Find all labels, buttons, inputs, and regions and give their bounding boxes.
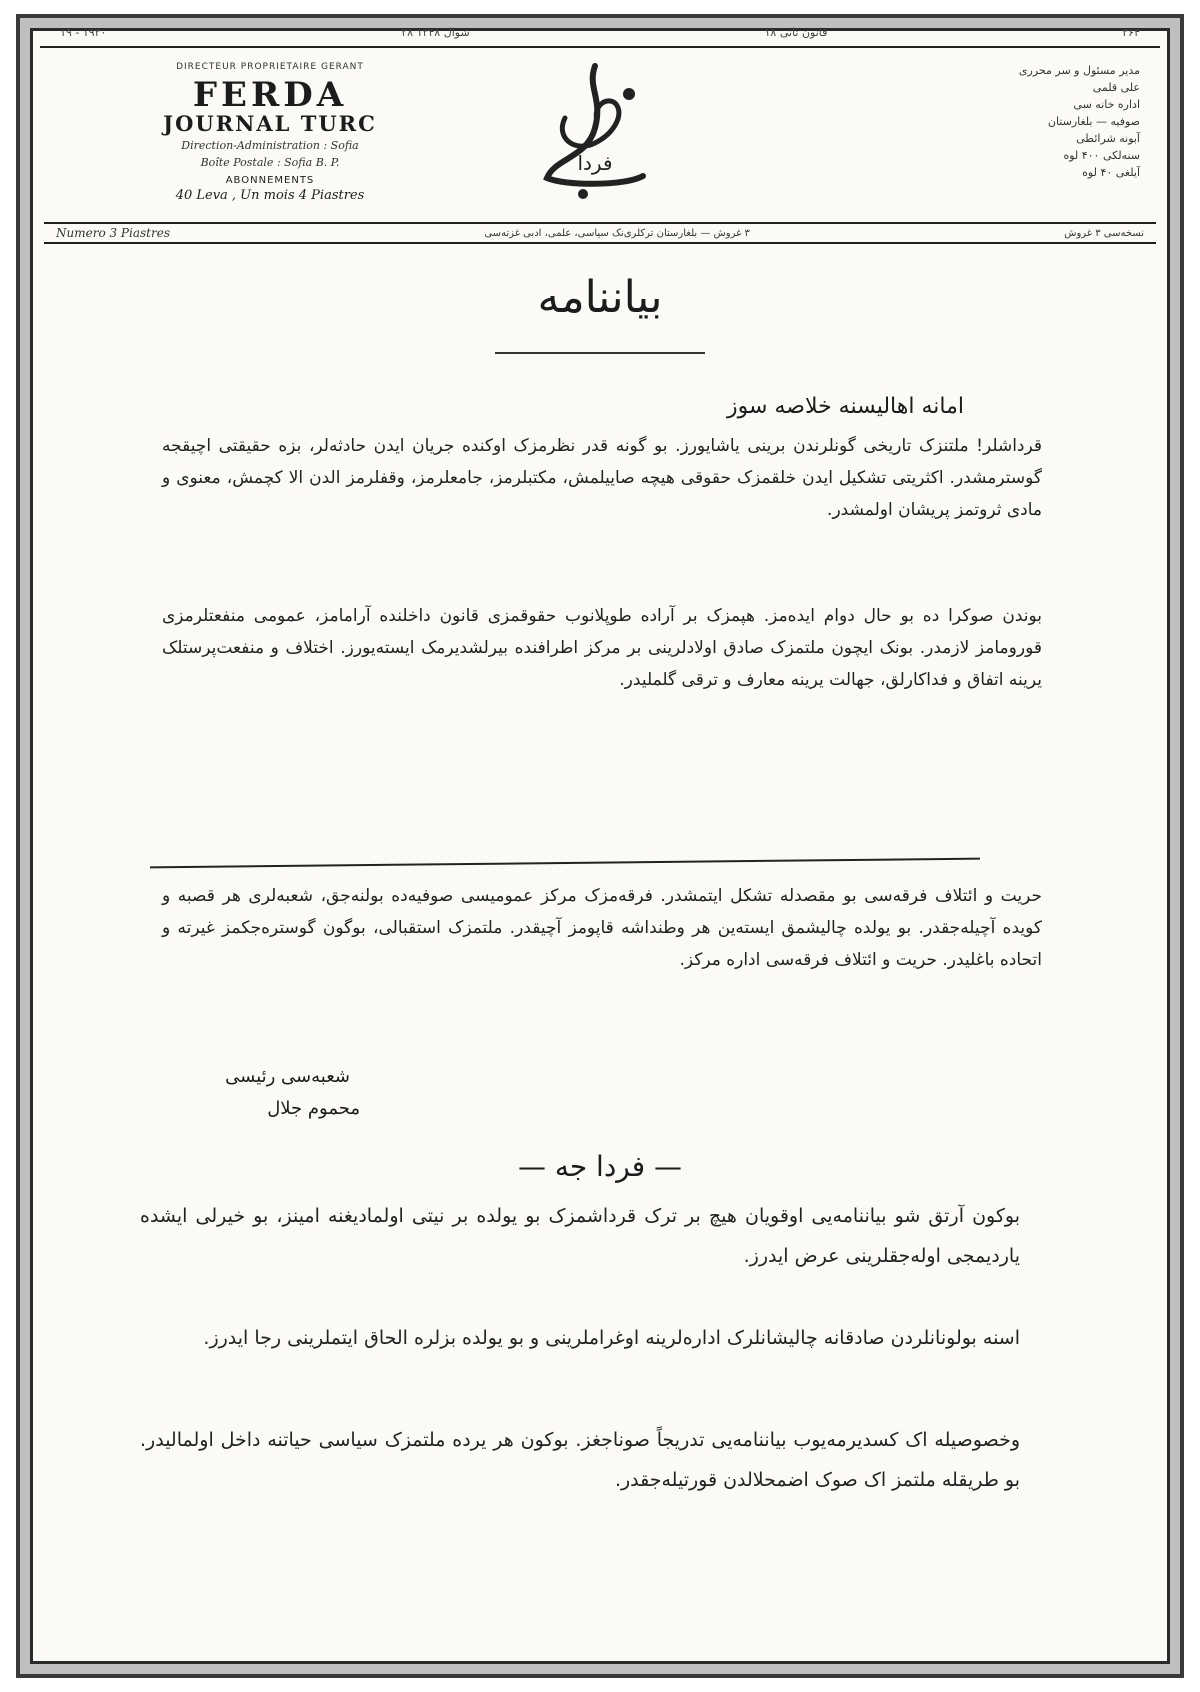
- masthead-right-line: سنه‌لکی ۴۰۰ لوه: [1063, 149, 1140, 162]
- masthead-right-line: آیلغی ۴۰ لوه: [1082, 166, 1140, 179]
- title-rule: [495, 352, 705, 354]
- logo-text: فردا: [577, 151, 613, 175]
- strip-center: ۳ غروش — بلغارستان ترکلری‌نک سیاسی، علمی، ادبی غزته‌سی: [484, 227, 750, 239]
- masthead-right: [760, 62, 1140, 181]
- section-paragraph: وخصوصیله اک کسدیرمه‌یوب بیاننامه‌یی تدریجاً صوناجغز. بوکون هر یرده ملتمزک سیاسی حیاتنه داخل اولمالیدر. بو طریقله ملتمز اک صوک اضمحلالدن قورتیله‌جقدر.: [140, 1429, 1020, 1491]
- masthead-address: Direction-Administration : Sofia: [181, 139, 359, 153]
- masthead-title: FERDA: [192, 75, 348, 115]
- dateline-item: ۲۸ شوال ۱۳۴۸: [401, 26, 470, 39]
- ferda-logo: [525, 58, 665, 208]
- abonnements-label: ABONNEMENTS: [225, 175, 315, 187]
- masthead-right-line: آبونه شرائطی: [1076, 132, 1140, 145]
- article-subhead: امانه اهالیسنه خلاصه سوز: [727, 394, 964, 419]
- masthead-address: Boîte Postale : Sofia B. P.: [200, 156, 340, 170]
- masthead-right-line: اداره خانه سی: [1073, 98, 1140, 111]
- masthead-top-rule: [40, 46, 1160, 48]
- masthead-director: DIRECTEUR PROPRIETAIRE GERANT: [176, 62, 364, 72]
- article-paragraph: بوندن صوکرا ده بو حال دوام ایده‌مز. هپمزک بر آراده طوپلانوب حقوقمزی قانون داخلنده آرامامز، عمومی منفعتلرمزی قورومامز لازمدر. بونک ایچون ملتمزک صادق اولادلرینی بر مرکز اطرافنده بیرلشدیرمک ایسته‌یورز. اختلاف و منفعت‌پرستلک یرینه اتفاق و فداکارلق، جهالت یرینه معارف و ترقی گلملیدر.: [162, 606, 1042, 690]
- section-paragraph: اسنه بولونانلردن صادقانه چالیشانلرک اداره‌لرینه اوغراملرینی و بو یولده بزلره الحاق ایتملرینی رجا ایدرز.: [203, 1327, 1020, 1349]
- strip-right: نسخه‌سی ۳ غروش: [1064, 227, 1144, 239]
- section-paragraph: بوکون آرتق شو بیاننامه‌یی اوقویان هیچ بر ترک قرداشمزک بو یولده بر نیتی اولمادیغنه امینز، بو خیرلی ایشده یاردیمجی اوله‌جقلرینی عرض ایدرز.: [140, 1205, 1020, 1267]
- signature-title: شعبه‌سی رئیسی: [225, 1066, 350, 1087]
- dateline-item: ۳۶۴: [1122, 26, 1140, 39]
- section-heading: — فردا جه —: [517, 1150, 683, 1183]
- masthead-right-line: علی قلمی: [1092, 81, 1140, 94]
- masthead-right-line: مدیر مسئول و سر محرری: [1018, 64, 1140, 77]
- article-paragraph: حریت و ائتلاف فرقه‌سی بو مقصدله تشکل ایتمشدر. فرقه‌مزک مرکز عمومیسی صوفیه‌ده بولنه‌جق، شعبه‌لری هر قصبه و کویده آچیله‌جقدر. بو یولده چالیشمق ایسته‌ین هر وطنداشه قاپومز آچیقدر. ملتمزک استقبالی، بوگون گوستره‌جکمز غیرته و اتحاده باغلیدر. حریت و ائتلاف فرقه‌سی اداره مرکز.: [162, 886, 1042, 970]
- masthead-right-line: صوفیه — بلغارستان: [1047, 115, 1140, 128]
- article-paragraph: قرداشلر! ملتنزک تاریخی گونلرندن برینی یاشایورز. بو گونه قدر نظرمزک اوکنده جریان ایدن حادثه‌لر، بزه حقیقتی اچیقجه گوسترمشدر. اکثریتی تشکیل ایدن خلقمزک حقوقی هیچه صاییلمش، مکتبلرمز، جامعلرمز، وقفلرمز الدن الا کچمش، معنوی و مادی ثروتمز پریشان اولمشدر.: [162, 436, 1042, 520]
- masthead-strip: [44, 222, 1156, 244]
- abonnements-prices: 40 Leva , Un mois 4 Piastres: [175, 188, 365, 204]
- dateline-item: ۱۹ - ۱۹۳۰: [60, 26, 107, 39]
- masthead-left: [60, 62, 480, 203]
- article-title: بیاننامه: [537, 272, 663, 323]
- dateline: [60, 26, 1140, 39]
- masthead-subtitle: JOURNAL TURC: [163, 111, 377, 136]
- dateline-item: ۱۸ قانون ثانی: [764, 26, 828, 39]
- strip-price: Numero 3 Piastres: [56, 226, 170, 240]
- signature-name: محموم جلال: [267, 1098, 360, 1119]
